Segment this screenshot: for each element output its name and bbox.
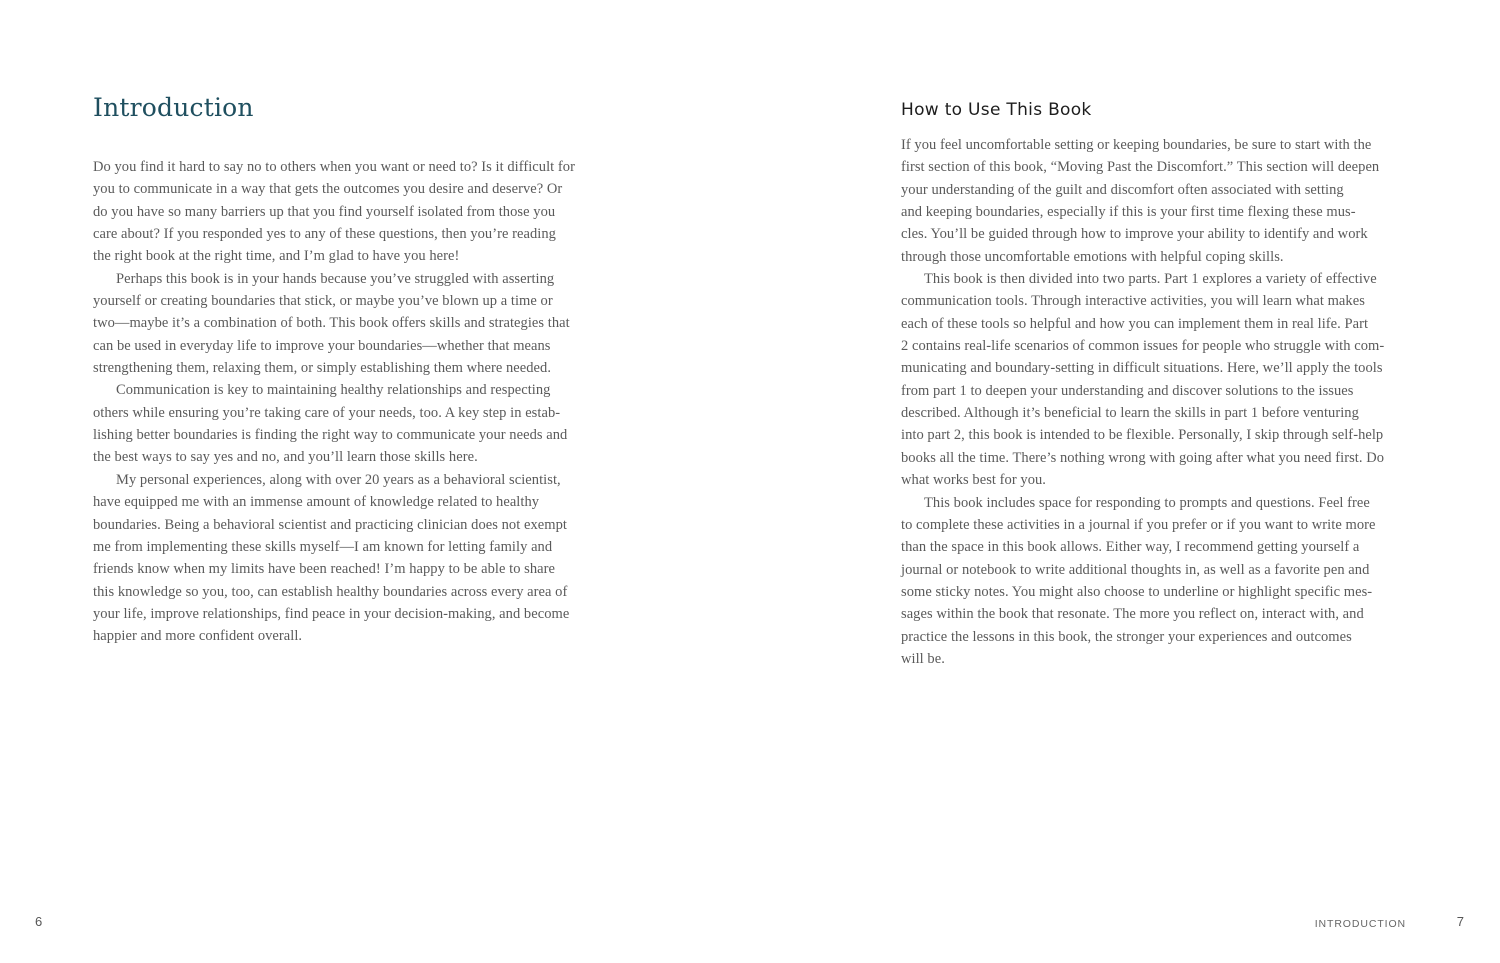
text-line: than the space in this book allows. Either way, I recommend getting yourself a bbox=[901, 539, 1360, 556]
text-line: happier and more confident overall. bbox=[93, 628, 303, 645]
text-line: have equipped me with an immense amount of knowledge related to healthy bbox=[93, 494, 540, 511]
text-line: My personal experiences, along with over 20 years as a behavioral scientist, bbox=[116, 471, 561, 488]
running-head: INTRODUCTION bbox=[1314, 918, 1406, 930]
page-number-left: 6 bbox=[35, 914, 43, 929]
text-line: sages within the book that resonate. The more you reflect on, interact with, and bbox=[901, 606, 1364, 623]
how-to-use-body-text bbox=[901, 134, 1416, 670]
text-line: communication tools. Through interactive activities, you will learn what makes bbox=[901, 293, 1365, 310]
text-line: lishing better boundaries is finding the right way to communicate your needs and bbox=[93, 427, 568, 444]
text-line: some sticky notes. You might also choose to underline or highlight specific mes- bbox=[901, 583, 1373, 600]
text-line: strengthening them, relaxing them, or simply establishing them where needed. bbox=[93, 360, 552, 377]
text-line: care about? If you responded yes to any of these questions, then you’re reading bbox=[93, 226, 556, 243]
text-line: from part 1 to deepen your understanding and discover solutions to the issues bbox=[901, 382, 1354, 399]
text-line: books all the time. There’s nothing wrong with going after what you need first. Do bbox=[901, 449, 1385, 466]
text-line: what works best for you. bbox=[901, 472, 1046, 489]
right-page bbox=[750, 0, 1500, 963]
text-line: journal or notebook to write additional thoughts in, as well as a favorite pen and bbox=[901, 561, 1370, 578]
text-line: friends know when my limits have been reached! I’m happy to be able to share bbox=[93, 561, 556, 578]
text-line: This book is then divided into two parts. Part 1 explores a variety of effective bbox=[924, 271, 1377, 288]
text-line: Do you find it hard to say no to others when you want or need to? Is it difficult for bbox=[93, 159, 575, 175]
text-line: municating and boundary-setting in difficult situations. Here, we’ll apply the tools bbox=[901, 360, 1383, 377]
text-line: described. Although it’s beneficial to learn the skills in part 1 before venturing bbox=[901, 405, 1359, 422]
text-line: will be. bbox=[901, 650, 945, 667]
section-heading: How to Use This Book bbox=[901, 100, 1092, 120]
text-line: first section of this book, “Moving Past the Discomfort.” This section will deepen bbox=[901, 159, 1380, 176]
text-line: your understanding of the guilt and discomfort often associated with setting bbox=[901, 181, 1344, 198]
intro-body-text bbox=[93, 156, 608, 648]
text-line: Communication is key to maintaining healthy relationships and respecting bbox=[116, 382, 551, 399]
text-line: others while ensuring you’re taking care of your needs, too. A key step in estab- bbox=[93, 404, 561, 421]
text-line: each of these tools so helpful and how you can implement them in real life. Part bbox=[901, 315, 1369, 332]
text-line: yourself or creating boundaries that stick, or maybe you’ve blown up a time or bbox=[93, 293, 553, 310]
text-line: can be used in everyday life to improve your boundaries—whether that means bbox=[93, 337, 551, 354]
page-title: Introduction bbox=[93, 93, 254, 122]
text-line: to complete these activities in a journal if you prefer or if you want to write more bbox=[901, 516, 1376, 533]
text-line: the best ways to say yes and no, and you’ll learn those skills here. bbox=[93, 449, 478, 466]
text-line: practice the lessons in this book, the stronger your experiences and outcomes bbox=[901, 628, 1352, 645]
text-line: do you have so many barriers up that you find yourself isolated from those you bbox=[93, 203, 556, 220]
text-line: cles. You’ll be guided through how to improve your ability to identify and work bbox=[901, 226, 1368, 243]
text-line: two—maybe it’s a combination of both. This book offers skills and strategies that bbox=[93, 315, 570, 332]
text-line: boundaries. Being a behavioral scientist and practicing clinician does not exempt bbox=[93, 516, 567, 533]
text-line: your life, improve relationships, find peace in your decision-making, and become bbox=[93, 605, 570, 622]
text-line: into part 2, this book is intended to be flexible. Personally, I skip through self-help bbox=[901, 427, 1384, 444]
text-line: 2 contains real-life scenarios of common issues for people who struggle with com- bbox=[901, 338, 1385, 355]
text-line: through those uncomfortable emotions with helpful coping skills. bbox=[901, 248, 1284, 265]
page-number-right: 7 bbox=[1456, 914, 1464, 929]
text-line: this knowledge so you, too, can establish healthy boundaries across every area of bbox=[93, 583, 568, 600]
text-line: me from implementing these skills myself—I am known for letting family and bbox=[93, 538, 553, 555]
text-line: you to communicate in a way that gets the outcomes you desire and deserve? Or bbox=[93, 181, 563, 198]
text-line: This book includes space for responding to prompts and questions. Feel free bbox=[924, 494, 1370, 511]
text-line: If you feel uncomfortable setting or keeping boundaries, be sure to start with the bbox=[901, 137, 1372, 153]
text-line: the right book at the right time, and I’m glad to have you here! bbox=[93, 248, 460, 265]
text-line: and keeping boundaries, especially if this is your first time flexing these mus- bbox=[901, 204, 1356, 221]
text-line: Perhaps this book is in your hands because you’ve struggled with asserting bbox=[116, 270, 555, 287]
